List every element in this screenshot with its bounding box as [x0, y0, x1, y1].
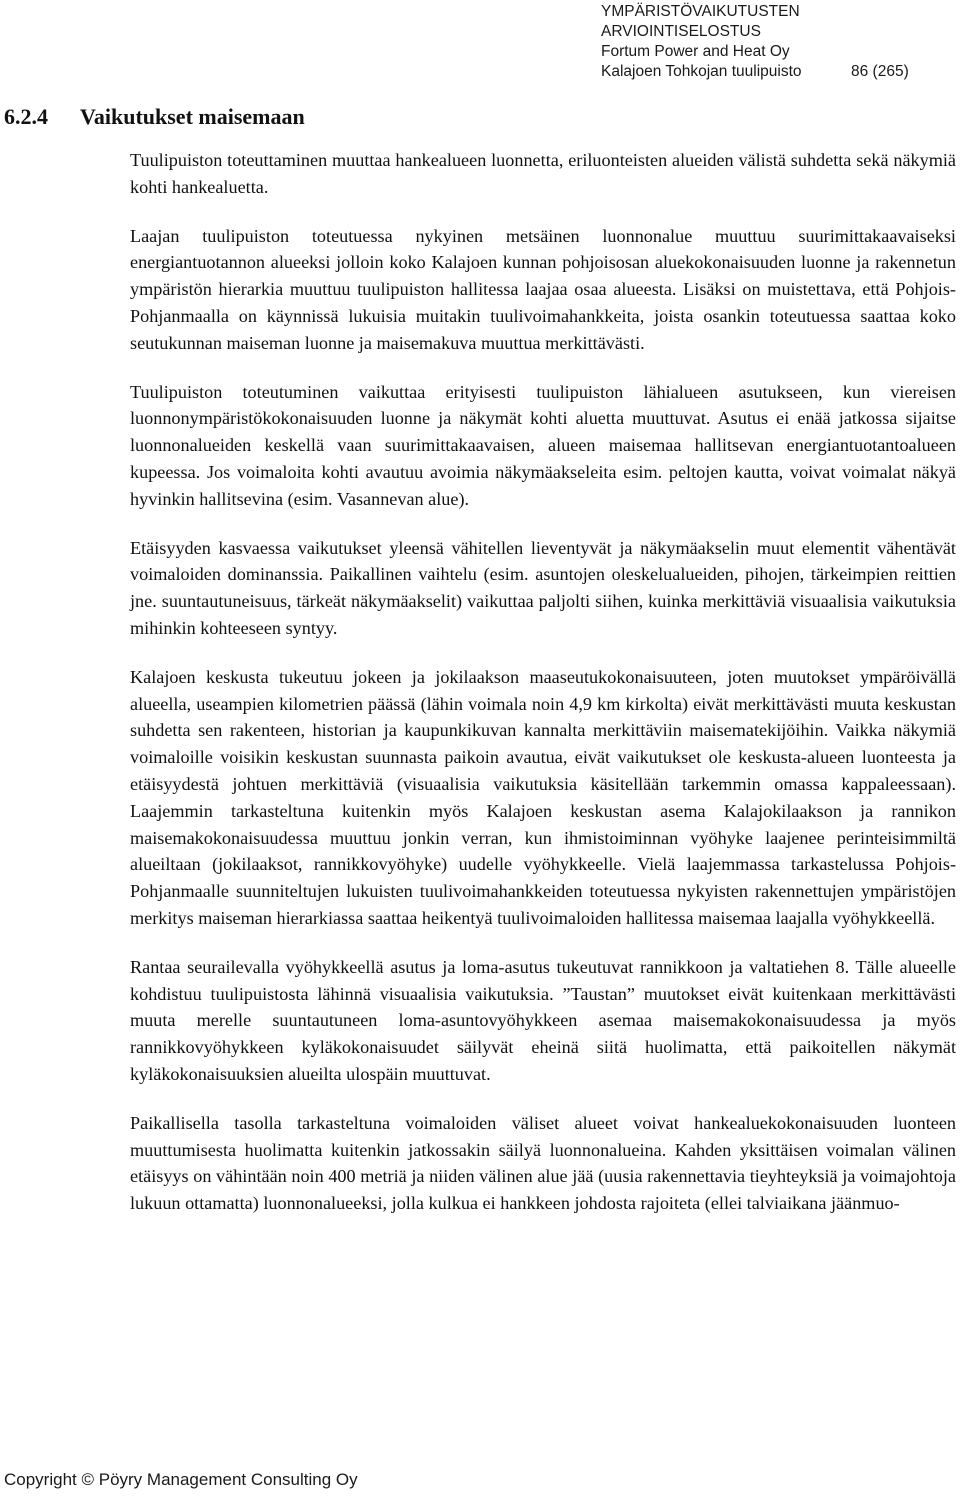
paragraph-coastal-zone: Rantaa seurailevalla vyöhykkeellä asutus ja loma-asutus tukeutuvat rannikkoon ja valtatiehen 8. Tälle alueelle kohdistuu tuulipuistosta lähinnä visuaalisia vaikutuksia. ”Taustan” muutokset eivät kuitenkaan merkittävästi muuta merelle suuntautuneen loma-asuntovyöhykkeen asemaa maisemakokonaisuudessa ja myös rannikkovyöhykkeen kyläkokonaisuudet säilyvät eheinä siitä huolimatta, että paikoitellen näkymät kyläkokonaisuuksien alueilta ulospäin muuttuvat. — [130, 956, 956, 1084]
header-company: Fortum Power and Heat Oy — [601, 43, 790, 60]
paragraph-large-scale-change: Laajan tuulipuiston toteutuessa nykyinen metsäinen luonnonalue muuttuu suurimittakaavaiseksi energiantuotannon alueeksi jolloin koko Kalajoen kunnan pohjoisosan aluekokonaisuuden luonne ja rakennetun ympäristön hierarkia muuttuu tuulipuiston hallitessa laajaa osaa alueesta. Lisäksi on muistettava, että Pohjois-Pohjanmaalla on käynnissä lukuisia muitakin tuulivoimahankkeita, joista osankin toteutuessa saattaa koko seutukunnan maiseman luonne ja maisemakuva muuttua merkittävästi. — [130, 225, 956, 353]
body-text — [130, 147, 956, 1217]
paragraph-local-level: Paikallisella tasolla tarkasteltuna voimaloiden väliset alueet voivat hankealuekokonaisuuden luonteen muuttumisesta huolimatta kuitenkin jatkossakin säilyä luonnonalueina. Kahden yksittäisen voimalan välinen etäisyys on vähintään noin 400 metriä ja niiden välinen alue jää (uusia rakennettavia tieyhteyksiä ja voimajohtoja lukuun ottamatta) luonnonalueeksi, jolla kulkua ei hankkeen johdosta rajoiteta (ellei talviaikana jäänmuo- — [130, 1112, 956, 1214]
header-project — [601, 62, 956, 82]
paragraph-nearby-settlement: Tuulipuiston toteutuminen vaikuttaa erityisesti tuulipuiston lähialueen asutukseen, kun viereisen luonnonympäristökokonaisuuden luonne ja näkymät kohti aluetta muuttuvat. Asutus ei enää jatkossa sijaitse luonnonalueiden keskellä vaan suurimittakaavaisen, alueen maisemaa hallitsevan energiantuotantoalueen kupeessa. Jos voimaloita kohti avautuu avoimia näkymäakseleita esim. peltojen kautta, voivat voimalat näkyä hyvinkin hallitsevina (esim. Vasannevan alue). — [130, 381, 956, 509]
page-number: 86 (265) — [851, 63, 909, 80]
paragraph-kalajoki-centre: Kalajoen keskusta tukeutuu jokeen ja jokilaakson maaseutukokonaisuuteen, joten muutokset ympäröivällä alueella, useampien kilometrien päässä (lähin voimala noin 4,9 km kirkolta) eivät merkittävästi muuta keskustan suhdetta sen rakenteen, historian ja kaupunkikuvan kannalta merkittäviin maisematekijöihin. Vaikka näkymiä voimaloille voisikin keskustan suunnasta paikoin avautua, eivät vaikutukset ole keskusta-alueen luonteesta ja etäisyydestä johtuen merkittäviä (visuaalisia vaikutuksia käsitellään tarkemmin omassa kappaleessaan). Laajemmin tarkasteltuna kuitenkin myös Kalajoen keskustan asema Kalajokilaakson ja rannikon maisemakokonaisuudessa muuttuu jonkin verran, kun ihmistoiminnan vyöhyke laajenee perinteisimmiltä alueiltaan (jokilaaksot, rannikkovyöhyke) uudelle vyöhykkeelle. Vielä laajemmassa tarkastelussa Pohjois-Pohjanmaalle suunniteltujen lukuisten tuulivoimahankkeiden toteutuessa nykyisten rakennettujen ympäristöjen merkitys maiseman hierarkiassa saattaa heikentyä tuulivoimaloiden hallitessa maisemaa laajalla vyöhykkeellä. — [130, 666, 956, 928]
paragraph-intro: Tuulipuiston toteuttaminen muuttaa hankealueen luonnetta, eriluonteisten alueiden välistä suhdetta sekä näkymiä kohti hankealuetta. — [130, 150, 956, 197]
page-header — [601, 2, 956, 82]
header-report-subtype: ARVIOINTISELOSTUS — [601, 23, 761, 40]
header-report-type: YMPÄRISTÖVAIKUTUSTEN — [601, 3, 800, 20]
section-title-text: Vaikutukset maisemaan — [80, 104, 305, 129]
copyright-footer: Copyright © Pöyry Management Consulting Oy — [4, 1470, 358, 1489]
section-heading — [4, 104, 305, 130]
header-project-name: Kalajoen Tohkojan tuulipuisto — [601, 63, 802, 80]
section-number: 6.2.4 — [4, 104, 48, 129]
paragraph-distance-effects: Etäisyyden kasvaessa vaikutukset yleensä vähitellen lieventyvät ja näkymäakselin muut elementit vähentävät voimaloiden dominanssia. Paikallinen vaihtelu (esim. asuntojen oleskelualueiden, pihojen, tärkeimpien reittien jne. suuntautuneisuus, tärkeät näkymäakselit) vaikuttaa paljolti siihen, kuinka merkittäviä visuaalisia vaikutuksia mihinkin kohteeseen syntyy. — [130, 537, 956, 638]
